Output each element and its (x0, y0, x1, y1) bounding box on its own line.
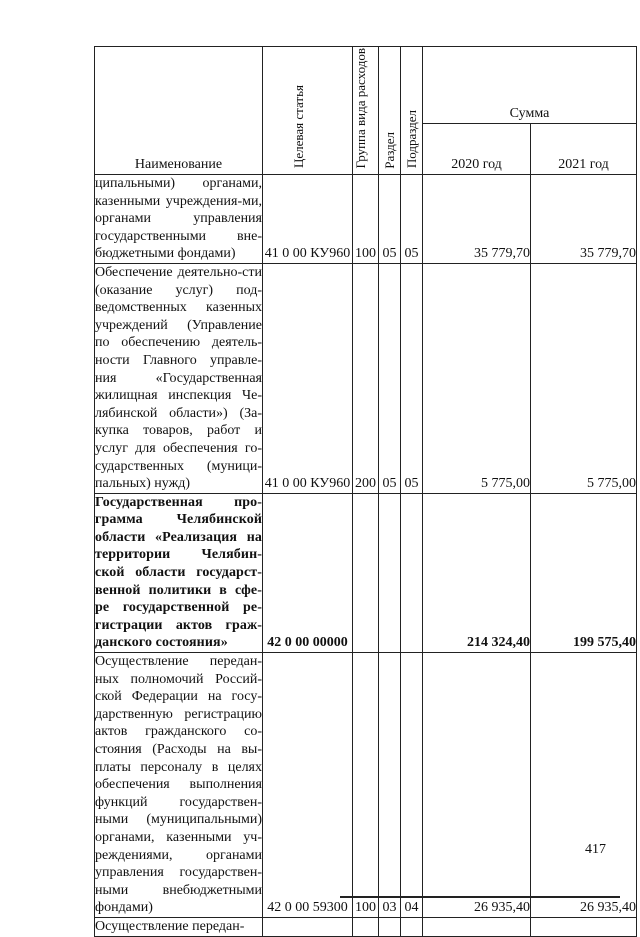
header-name: Наименование (95, 47, 263, 175)
table-row (95, 493, 637, 652)
row-target (263, 653, 353, 918)
row-section-text: 03 (382, 900, 397, 916)
header-target-label: Целевая статья (290, 85, 306, 169)
row-target-text: 41 0 00 КУ960 (264, 246, 351, 262)
row-sum-2020 (423, 263, 531, 493)
row-expense-group (353, 493, 379, 652)
row-sum-2021 (531, 917, 637, 936)
row-name (95, 493, 263, 652)
row-sum-2021 (531, 263, 637, 493)
row-name-text: Государственная про-грамма Челябинской области «Реализация на территории Челябин-ской области государст-венной политики в сфе-ре государственной ре-гистрации актов граж-данского состояния» (95, 494, 262, 651)
row-sum-2021-text: 26 935,40 (580, 900, 636, 916)
row-sum-2021-text: 5 775,00 (587, 476, 636, 492)
row-target (263, 917, 353, 936)
row-name (95, 263, 263, 493)
budget-table (94, 46, 637, 937)
row-section (379, 653, 401, 918)
row-expense-group-text: 100 (355, 900, 376, 916)
row-subsection-text: 05 (404, 246, 419, 262)
row-sum-2021-text: 35 779,70 (580, 246, 636, 262)
row-section (379, 175, 401, 264)
row-expense-group (353, 917, 379, 936)
table-row (95, 653, 637, 918)
row-sum-2020 (423, 493, 531, 652)
row-target-text: 42 0 00 59300 (267, 900, 348, 916)
row-section-text: 05 (382, 476, 397, 492)
header-expense-group (353, 47, 379, 175)
table-body (95, 175, 637, 937)
row-expense-group (353, 175, 379, 264)
row-subsection-text: 05 (404, 476, 419, 492)
row-section-text: 05 (382, 246, 397, 262)
row-subsection (401, 263, 423, 493)
row-subsection (401, 175, 423, 264)
header-year-2021: 2021 год (531, 124, 637, 175)
row-sum-2020-text: 214 324,40 (467, 635, 530, 651)
row-sum-2021-text: 199 575,40 (573, 635, 636, 651)
row-expense-group (353, 263, 379, 493)
row-name (95, 653, 263, 918)
row-name-text: Обеспечение деятельно-сти (оказание услуг) под-ведомственных казенных учреждений (Управление по обеспечению деятель-ности Главного управле-ния «Государственная жилищная инспекция Че-лябинской области») (За-купка товаров, работ и услуг для обеспечения го-сударственных (муници-пальных) нужд) (95, 264, 262, 492)
header-section-label: Раздел (382, 131, 397, 169)
row-section (379, 263, 401, 493)
row-sum-2020 (423, 653, 531, 918)
row-name (95, 175, 263, 264)
row-target (263, 263, 353, 493)
row-sum-2021 (531, 493, 637, 652)
table-row (95, 263, 637, 493)
row-name-text: ципальными) органами, казенными учреждения-ми, органами управления государственными вне-бюджетными фондами) (95, 176, 262, 262)
row-sum-2021 (531, 653, 637, 918)
row-target (263, 175, 353, 264)
header-sum: Сумма (423, 47, 637, 124)
row-sum-2020-text: 26 935,40 (474, 900, 530, 916)
table-row (95, 917, 637, 936)
row-subsection (401, 493, 423, 652)
row-expense-group-text: 100 (355, 246, 376, 262)
row-section (379, 917, 401, 936)
table-row (95, 175, 637, 264)
header-subsection (401, 47, 423, 175)
header-year-2020: 2020 год (423, 124, 531, 175)
row-sum-2020-text: 35 779,70 (474, 246, 530, 262)
header-section (379, 47, 401, 175)
header-subsection-label: Подраздел (404, 110, 419, 169)
row-expense-group (353, 653, 379, 918)
row-subsection (401, 653, 423, 918)
row-section (379, 493, 401, 652)
row-subsection-text: 04 (404, 900, 419, 916)
row-sum-2020 (423, 917, 531, 936)
row-sum-2021 (531, 175, 637, 264)
row-target-text: 42 0 00 00000 (267, 635, 348, 651)
page-number: 417 (585, 842, 606, 857)
row-sum-2020 (423, 175, 531, 264)
row-expense-group-text: 200 (355, 476, 376, 492)
header-target (263, 47, 353, 175)
row-subsection (401, 917, 423, 936)
row-sum-2020-text: 5 775,00 (481, 476, 530, 492)
row-name (95, 917, 263, 936)
row-name-text: Осуществление передан-ных полномочий Россий-ской Федерации на госу-дарственную регистрацию актов гражданского со-стояния (Расходы на вы-платы персоналу в целях обеспечения выполнения функций государствен-ными (муниципальными) органами, казенными уч-реждениями, органами управления государствен-ными внебюджетными фондами) (95, 654, 262, 916)
header-expense-group-label: Группа вида расходов (352, 47, 368, 169)
row-target-text: 41 0 00 КУ960 (264, 476, 351, 492)
row-name-text: Осуществление передан- (95, 918, 245, 934)
footer-rule (340, 896, 620, 898)
row-target (263, 493, 353, 652)
